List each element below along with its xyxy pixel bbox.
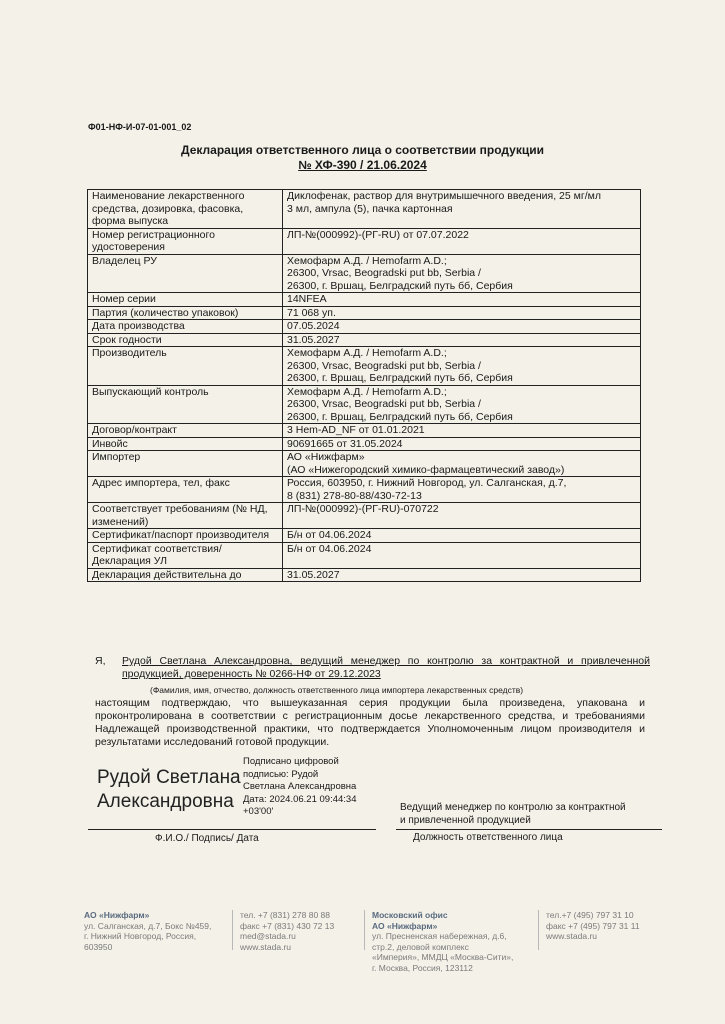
position-caption: Должность ответственного лица: [413, 832, 563, 843]
table-row: [88, 228, 641, 254]
footer-contacts: [240, 910, 334, 952]
row-value: [283, 190, 641, 229]
row-value-line: 26300, г. Вршац, Белградский путь бб, Сербия: [287, 279, 513, 292]
row-value: [283, 333, 641, 347]
table-row: [88, 293, 641, 307]
row-value: [283, 451, 641, 477]
table-row: [88, 190, 641, 229]
row-value-line: ЛП-№(000992)-(РГ-RU) от 07.07.2022: [287, 228, 469, 241]
footer-line: АО «Нижфарм»: [84, 910, 150, 920]
position-value-line: и привлеченной продукцией: [400, 814, 531, 826]
row-value-line: 26300, Vrsac, Beogradski put bb, Serbia /: [287, 359, 481, 372]
footer-line: факс +7 (831) 430 72 13: [240, 920, 335, 931]
stamp-line: Дата: 2024.06.21 09:44:34: [243, 793, 357, 805]
row-label: Наименование лекарственного средства, дозировка, фасовка, форма выпуска: [88, 190, 283, 229]
row-value: [283, 306, 641, 320]
row-label: Срок годности: [88, 333, 283, 347]
stamp-line: +03'00': [243, 806, 274, 817]
row-value: [283, 542, 641, 568]
footer-line: 603950: [84, 941, 113, 952]
declaration-table: [87, 189, 641, 582]
footer-moscow-office: [372, 910, 513, 973]
row-value-line: Хемофарм А.Д. / Hemofarm A.D.;: [287, 254, 447, 267]
table-row: [88, 503, 641, 529]
footer-line: тел. +7 (831) 278 80 88: [240, 910, 330, 920]
footer-line: г. Москва, Россия, 123112: [372, 962, 473, 973]
footer-line: АО «Нижфарм»: [372, 920, 438, 931]
row-value-line: 71 068 уп.: [287, 306, 336, 319]
position-line: [396, 829, 662, 830]
row-value-line: 26300, г. Вршац, Белградский путь бб, Сербия: [287, 410, 513, 423]
row-label: Декларация действительна до: [88, 568, 283, 582]
statement-body: настоящим подтверждаю, что вышеуказанная серия продукции была произведена, упакована и проконтролирована в соответствии с регистрационным досье лекарственного средства, и требованиями Надлежащей производственной практики, что подтверждается Уполномоченным лицом производителя и результатами исследований готовой продукции.: [95, 697, 645, 748]
table-row: [88, 477, 641, 503]
position-value-line: Ведущий менеджер по контролю за контрактной: [400, 802, 626, 813]
statement-intro-block: [95, 655, 650, 681]
table-row: [88, 306, 641, 320]
document-title: [100, 143, 625, 173]
signature-name: [97, 766, 241, 814]
row-value-line: 14NFEA: [287, 293, 327, 305]
row-value-line: 90691665 от 31.05.2024: [287, 437, 403, 450]
row-label: Импортер: [88, 451, 283, 477]
fio-caption: Ф.И.О./ Подпись/ Дата: [155, 833, 259, 844]
digital-signature-stamp: [243, 756, 356, 819]
footer-line: med@stada.ru: [240, 931, 296, 941]
row-value-line: (АО «Нижегородский химико-фармацевтический завод»): [287, 463, 565, 476]
table-row: [88, 347, 641, 386]
footer-line: ул. Пресненская набережная, д.6,: [372, 931, 507, 941]
table-row: [88, 451, 641, 477]
row-value: [283, 568, 641, 582]
row-label: Номер серии: [88, 293, 283, 307]
footer-line: г. Нижний Новгород, Россия,: [84, 931, 197, 941]
footer-line: www.stada.ru: [240, 941, 292, 952]
signature-line: [88, 829, 376, 830]
stamp-line: Подписано цифровой: [243, 756, 339, 767]
footer-line: ул. Салганская, д.7, Бокс №459,: [84, 920, 212, 931]
signature-name-line2: Александровна: [97, 791, 234, 812]
row-value-line: 26300, г. Вршац, Белградский путь бб, Сербия: [287, 372, 513, 384]
position-value: [400, 802, 670, 827]
footer-divider: [538, 910, 539, 950]
row-label: Сертификат/паспорт производителя: [88, 529, 283, 543]
footer-line: тел.+7 (495) 797 31 10: [546, 910, 634, 920]
row-value-line: Диклофенак, раствор для внутримышечного введения, 25 мг/мл: [287, 190, 601, 202]
row-value: [283, 385, 641, 424]
row-label: Сертификат соответствия/Декларация УЛ: [88, 542, 283, 568]
table-row: [88, 529, 641, 543]
title-text: Декларация ответственного лица о соответствии продукции: [181, 143, 544, 157]
row-value-line: Россия, 603950, г. Нижний Новгород, ул. Салганская, д.7,: [287, 477, 567, 489]
statement-hint: (Фамилия, имя, отчество, должность ответственного лица импортера лекарственных средств): [150, 685, 524, 695]
row-value: [283, 424, 641, 438]
row-label: Соответствует требованиям (№ НД, изменений): [88, 503, 283, 529]
row-value: [283, 228, 641, 254]
row-value-line: 26300, Vrsac, Beogradski put bb, Serbia /: [287, 398, 481, 410]
row-value-line: 8 (831) 278-80-88/430-72-13: [287, 489, 422, 502]
stamp-line: подписью: Рудой: [243, 768, 319, 780]
row-label: Дата производства: [88, 320, 283, 334]
row-label: Владелец РУ: [88, 254, 283, 293]
footer-company: [84, 910, 211, 952]
row-value-line: АО «Нижфарм»: [287, 451, 365, 463]
row-value-line: Хемофарм А.Д. / Hemofarm A.D.;: [287, 385, 447, 398]
row-value-line: Б/н от 04.06.2024: [287, 529, 372, 541]
row-value: [283, 529, 641, 543]
footer-divider: [364, 910, 365, 950]
row-value-line: 07.05.2024: [287, 320, 340, 332]
row-label: Инвойс: [88, 437, 283, 451]
footer-line: факс +7 (495) 797 31 11: [546, 920, 640, 931]
row-label: Договор/контракт: [88, 424, 283, 438]
row-value-line: 26300, Vrsac, Beogradski put bb, Serbia /: [287, 267, 481, 279]
signature-name-line1: Рудой Светлана: [97, 767, 241, 788]
row-value-line: Хемофарм А.Д. / Hemofarm A.D.;: [287, 347, 447, 359]
table-row: [88, 385, 641, 424]
footer-line: стр.2, деловой комплекс: [372, 941, 469, 952]
row-label: Партия (количество упаковок): [88, 306, 283, 320]
title-number: № ХФ-390 / 21.06.2024: [298, 158, 427, 172]
row-value: [283, 477, 641, 503]
row-value-line: 31.05.2027: [287, 568, 340, 581]
table-row: [88, 320, 641, 334]
row-value: [283, 347, 641, 386]
row-label: Выпускающий контроль: [88, 385, 283, 424]
row-value: [283, 320, 641, 334]
row-value: [283, 293, 641, 307]
row-value: [283, 254, 641, 293]
table-row: [88, 568, 641, 582]
row-value: [283, 503, 641, 529]
row-label: Номер регистрационного удостоверения: [88, 228, 283, 254]
footer-divider: [232, 910, 233, 950]
statement-pronoun: Я,: [95, 655, 106, 667]
table-row: [88, 254, 641, 293]
document-code: Ф01-НФ-И-07-01-001_02: [88, 122, 192, 132]
row-value-line: Б/н от 04.06.2024: [287, 542, 372, 555]
row-value-line: 31.05.2027: [287, 333, 340, 346]
footer-line: «Империя», ММДЦ «Москва-Сити»,: [372, 952, 514, 962]
row-value-line: 3 мл, ампула (5), пачка картонная: [287, 202, 453, 215]
table-row: [88, 542, 641, 568]
table-row: [88, 437, 641, 451]
table-row: [88, 424, 641, 438]
row-label: Адрес импортера, тел, факс: [88, 477, 283, 503]
row-value-line: ЛП-№(000992)-(РГ-RU)-070722: [287, 503, 439, 515]
footer-line: www.stada.ru: [546, 931, 598, 941]
row-label: Производитель: [88, 347, 283, 386]
row-value-line: 3 Hem-AD_NF от 01.01.2021: [287, 424, 425, 436]
table-row: [88, 333, 641, 347]
stamp-line: Светлана Александровна: [243, 781, 357, 792]
footer-line: Московский офис: [372, 910, 448, 920]
footer-moscow-contacts: [546, 910, 640, 942]
row-value: [283, 437, 641, 451]
statement-intro: Рудой Светлана Александровна, ведущий менеджер по контролю за контрактной и привлеченной продукцией, доверенность № 0266-НФ от 29.12.2023: [122, 655, 650, 680]
